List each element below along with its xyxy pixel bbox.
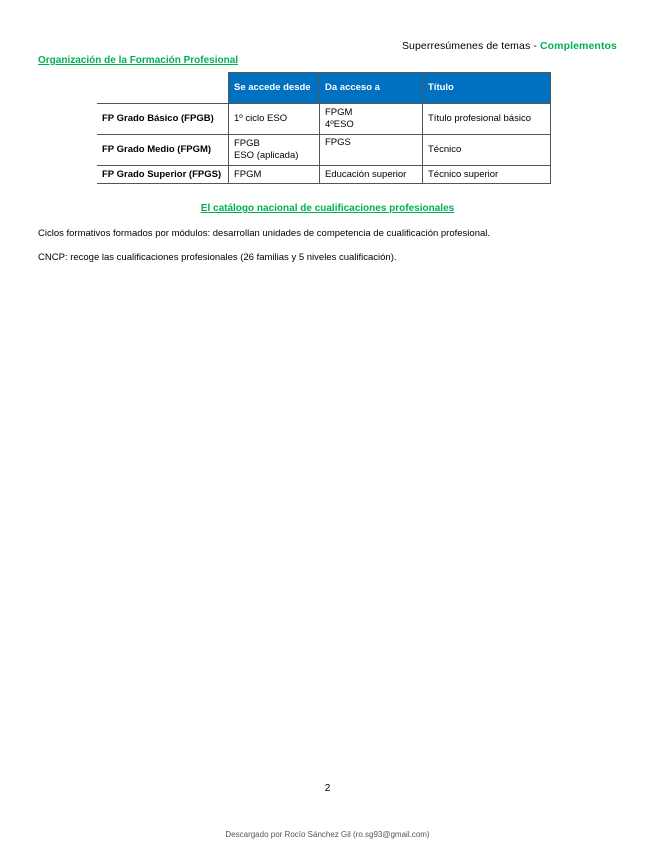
paragraph-cncp: CNCP: recoge las cualificaciones profesionales (26 familias y 5 niveles cualificación). xyxy=(38,252,397,263)
cell-line: Educación superior xyxy=(325,168,407,180)
cell-to xyxy=(320,104,423,135)
cell-line: FPGB xyxy=(234,138,260,149)
cell-title: Título profesional básico xyxy=(423,104,551,135)
page-number: 2 xyxy=(324,783,331,794)
catalog-title: El catálogo nacional de cualificaciones profesionales xyxy=(200,203,455,214)
header-accent: Complementos xyxy=(539,40,617,52)
row-name: FP Grado Superior (FPGS) xyxy=(97,166,229,184)
cell-from xyxy=(229,104,320,135)
fp-organization-table xyxy=(97,72,551,184)
download-footer: Descargado por Rocío Sánchez Gil (ro.sg93@gmail.com) xyxy=(225,830,430,839)
cell-from xyxy=(229,166,320,184)
cell-to xyxy=(320,135,423,166)
cell-line: 4ºESO xyxy=(325,119,354,130)
table-header-row xyxy=(97,73,551,104)
table-corner-cell xyxy=(97,73,229,104)
cell-line: FPGM xyxy=(234,168,262,180)
cell-line: FPGS xyxy=(325,137,351,148)
table-row xyxy=(97,166,551,184)
cell-line: FPGM xyxy=(325,107,353,118)
table-row xyxy=(97,135,551,166)
section-title: Organización de la Formación Profesional xyxy=(38,55,239,66)
cell-title: Técnico superior xyxy=(423,166,551,184)
column-header-from: Se accede desde xyxy=(229,73,320,104)
table-row xyxy=(97,104,551,135)
cell-to xyxy=(320,166,423,184)
row-name: FP Grado Medio (FPGM) xyxy=(97,135,229,166)
cell-line: 1º ciclo ESO xyxy=(234,113,288,124)
column-header-title: Título xyxy=(423,73,551,104)
header-prefix: Superresúmenes de temas - xyxy=(401,40,540,52)
paragraph-cycles: Ciclos formativos formados por módulos: desarrollan unidades de competencia de cualificación profesional. xyxy=(38,228,491,239)
cell-title: Técnico xyxy=(423,135,551,166)
row-name: FP Grado Básico (FPGB) xyxy=(97,104,229,135)
cell-line: ESO (aplicada) xyxy=(234,150,299,161)
cell-from xyxy=(229,135,320,166)
column-header-to: Da acceso a xyxy=(320,73,423,104)
page-header xyxy=(402,40,617,52)
